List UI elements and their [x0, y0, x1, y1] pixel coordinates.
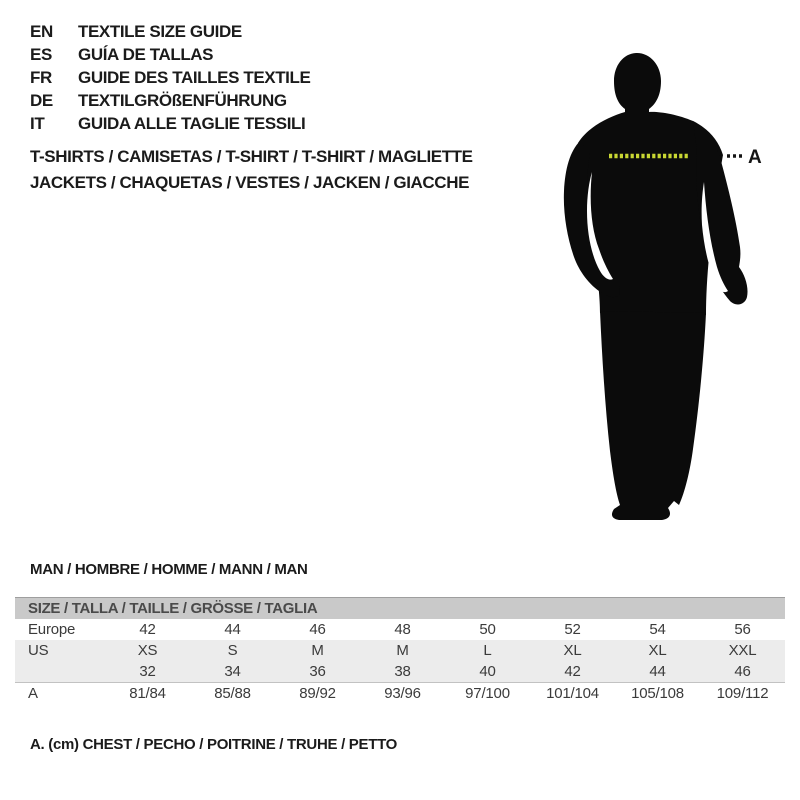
- language-code: DE: [30, 90, 53, 110]
- size-value: 48: [394, 621, 411, 638]
- language-title: GUIDA ALLE TAGLIE TESSILI: [78, 113, 306, 133]
- language-title: TEXTILGRÖßENFÜHRUNG: [78, 90, 287, 110]
- section-title-man: MAN / HOMBRE / HOMME / MANN / MAN: [30, 561, 308, 578]
- row-label: US: [28, 642, 49, 659]
- category-line-tshirts: T-SHIRTS / CAMISETAS / T-SHIRT / T-SHIRT / MAGLIETTE: [30, 147, 473, 166]
- size-value: 40: [479, 663, 496, 680]
- size-value: XS: [137, 642, 158, 659]
- size-value: M: [311, 642, 324, 659]
- size-value: 89/92: [299, 685, 336, 702]
- size-value: 54: [649, 621, 666, 638]
- size-value: 97/100: [465, 685, 510, 702]
- size-value: 56: [734, 621, 751, 638]
- size-value: 32: [139, 663, 156, 680]
- size-value: 109/112: [716, 685, 769, 702]
- size-value: 105/108: [631, 685, 684, 702]
- size-value: 93/96: [384, 685, 421, 702]
- size-value: 46: [309, 621, 326, 638]
- language-list: [30, 21, 310, 135]
- table-row-numeric: [15, 661, 785, 682]
- size-value: 42: [139, 621, 156, 638]
- language-row-en: [30, 21, 310, 44]
- man-silhouette: [558, 50, 770, 520]
- language-row-de: [30, 89, 310, 112]
- table-row-us: [15, 640, 785, 661]
- silhouette-head: [614, 53, 661, 116]
- size-value: 38: [394, 663, 411, 680]
- size-value: 85/88: [214, 685, 251, 702]
- language-code: EN: [30, 22, 53, 42]
- man-silhouette-figure: [558, 50, 770, 520]
- language-row-fr: [30, 67, 310, 90]
- row-label: A: [28, 685, 38, 702]
- size-value: XXL: [728, 642, 757, 659]
- table-row-chest-cm: [15, 682, 785, 704]
- size-value: XL: [648, 642, 667, 659]
- size-value: 42: [564, 663, 581, 680]
- size-value: 34: [224, 663, 241, 680]
- size-value: L: [483, 642, 492, 659]
- size-table: [15, 597, 785, 704]
- silhouette-legs: [600, 311, 706, 520]
- size-value: 52: [564, 621, 581, 638]
- size-value: S: [227, 642, 238, 659]
- size-value: XL: [563, 642, 582, 659]
- language-code: IT: [30, 113, 45, 133]
- language-title: TEXTILE SIZE GUIDE: [78, 22, 242, 42]
- size-value: 44: [649, 663, 666, 680]
- size-value: 36: [309, 663, 326, 680]
- size-value: 46: [734, 663, 751, 680]
- size-value: 81/84: [129, 685, 166, 702]
- language-row-es: [30, 44, 310, 67]
- size-value: M: [396, 642, 409, 659]
- language-code: ES: [30, 45, 52, 65]
- language-title: GUIDE DES TAILLES TEXTILE: [78, 67, 311, 87]
- size-value: 44: [224, 621, 241, 638]
- language-code: FR: [30, 67, 52, 87]
- size-value: 101/104: [546, 685, 599, 702]
- measurement-footnote: A. (cm) CHEST / PECHO / POITRINE / TRUHE / PETTO: [30, 736, 398, 753]
- size-table-header: SIZE / TALLA / TAILLE / GRÖSSE / TAGLIA: [15, 597, 785, 619]
- row-label: Europe: [28, 621, 76, 638]
- language-row-it: [30, 112, 310, 135]
- size-value: 50: [479, 621, 496, 638]
- garment-categories: [30, 144, 473, 195]
- category-line-jackets: JACKETS / CHAQUETAS / VESTES / JACKEN / GIACCHE: [30, 172, 470, 192]
- table-row-europe: [15, 619, 785, 640]
- language-title: GUÍA DE TALLAS: [78, 45, 214, 65]
- measurement-label-a: A: [748, 147, 762, 168]
